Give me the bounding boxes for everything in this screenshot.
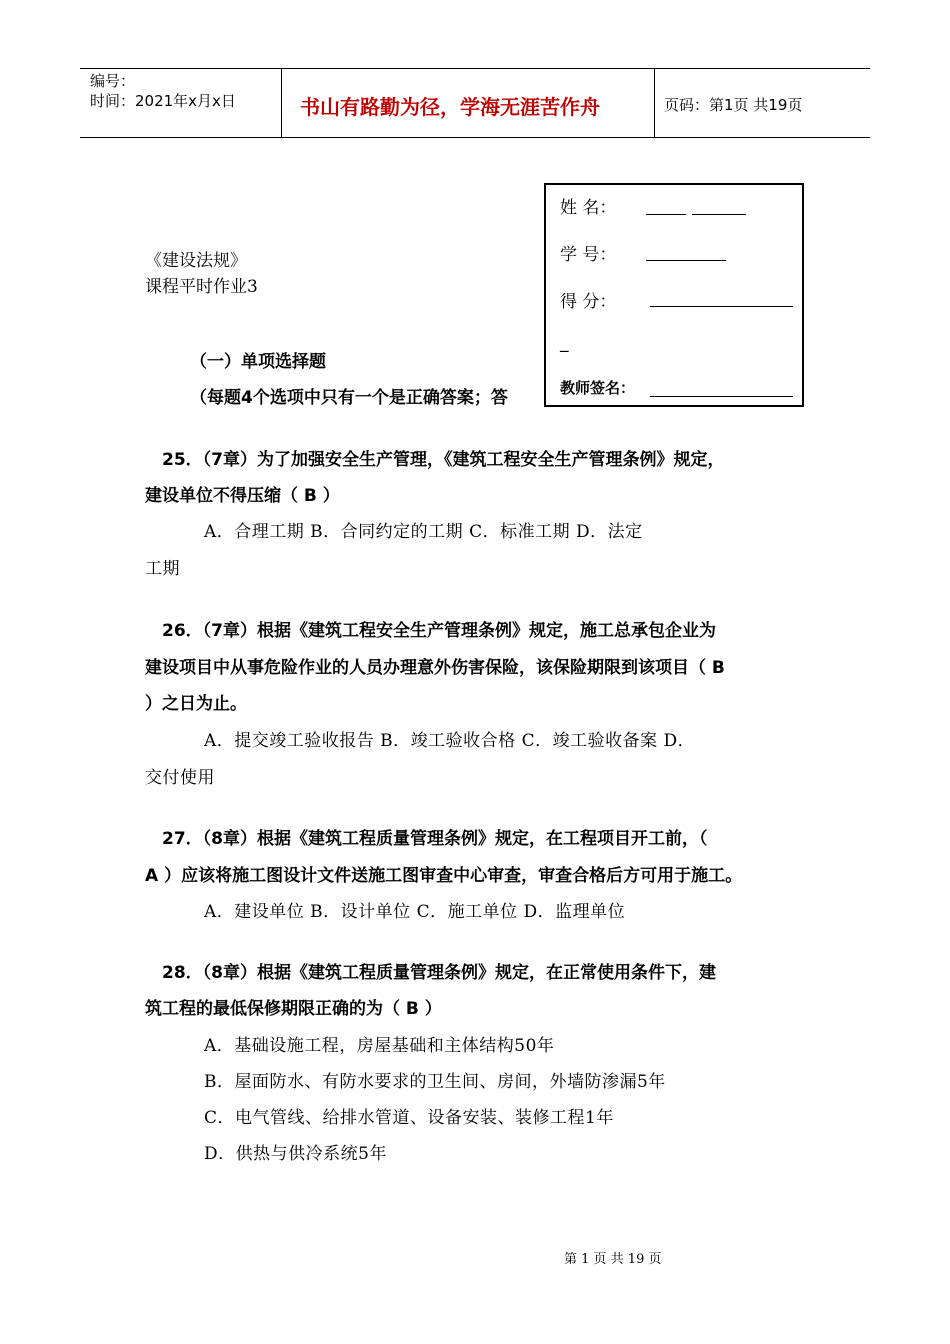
- question-text-cont: ）之日为止。: [145, 694, 247, 714]
- question-text-cont: 建设项目中从事危险作业的人员办理意外伤害保险，该保险期限到该项目（ B: [145, 658, 725, 678]
- teacher-signature-label: 教师签名：: [560, 379, 636, 397]
- name-label: 姓 名：: [560, 198, 617, 218]
- question-text-cont: 筑工程的最低保修期限正确的为（ B ）: [145, 999, 442, 1019]
- page-footer: 第 1 页 共 19 页: [564, 1252, 662, 1267]
- header-date-label: 时间：2021年x月x日: [90, 92, 236, 110]
- question-options-wrap: 工期: [145, 559, 180, 579]
- score-underline-overflow: _: [560, 333, 569, 353]
- option-c: C．电气管线、给排水管道、设备安装、装修工程1年: [204, 1108, 614, 1128]
- score-field[interactable]: [650, 290, 793, 311]
- question-options-wrap: 交付使用: [145, 768, 215, 788]
- question-text-cont: 建设单位不得压缩（ B ）: [145, 486, 340, 506]
- question-options: A．提交竣工验收报告 B．竣工验收合格 C．竣工验收备案 D．: [204, 731, 696, 751]
- question-text: 28．（8章）根据《建筑工程质量管理条例》规定，在正常使用条件下，建: [162, 963, 716, 983]
- question-options: A．建设单位 B．设计单位 C．施工单位 D．监理单位: [204, 902, 626, 922]
- name-field[interactable]: [646, 198, 746, 219]
- question-options: A．合理工期 B．合同约定的工期 C．标准工期 D．法定: [204, 522, 643, 542]
- header-divider-left: [281, 69, 282, 137]
- header-motto: 书山有路勤为径，学海无涯苦作舟: [300, 95, 600, 119]
- header-divider-right: [654, 69, 655, 137]
- option-a: A．基础设施工程，房屋基础和主体结构50年: [204, 1036, 555, 1056]
- instruction-text: （每题4个选项中只有一个是正确答案；答: [190, 388, 508, 408]
- student-id-field[interactable]: [646, 244, 726, 265]
- question-text: 27．（8章）根据《建筑工程质量管理条例》规定，在工程项目开工前，（: [162, 829, 708, 849]
- question-text: 25．（7章）为了加强安全生产管理，《建筑工程安全生产管理条例》规定，: [162, 450, 725, 470]
- header-number-label: 编号：: [90, 72, 136, 90]
- assignment-title: 课程平时作业3: [145, 277, 258, 297]
- score-label: 得 分：: [560, 292, 617, 312]
- teacher-signature-field[interactable]: [650, 380, 793, 401]
- option-d: D．供热与供冷系统5年: [204, 1144, 387, 1164]
- student-id-label: 学 号：: [560, 245, 617, 265]
- section-title: （一）单项选择题: [190, 352, 326, 372]
- course-title: 《建设法规》: [145, 251, 247, 271]
- option-b: B．屋面防水、有防水要求的卫生间、房间，外墙防渗漏5年: [204, 1072, 666, 1092]
- question-text: 26．（7章）根据《建筑工程安全生产管理条例》规定，施工总承包企业为: [162, 621, 716, 641]
- header-page-label: 页码：第1页 共19页: [664, 96, 803, 114]
- question-text-cont: A ）应该将施工图设计文件送施工图审查中心审查，审查合格后方可用于施工。: [145, 866, 743, 886]
